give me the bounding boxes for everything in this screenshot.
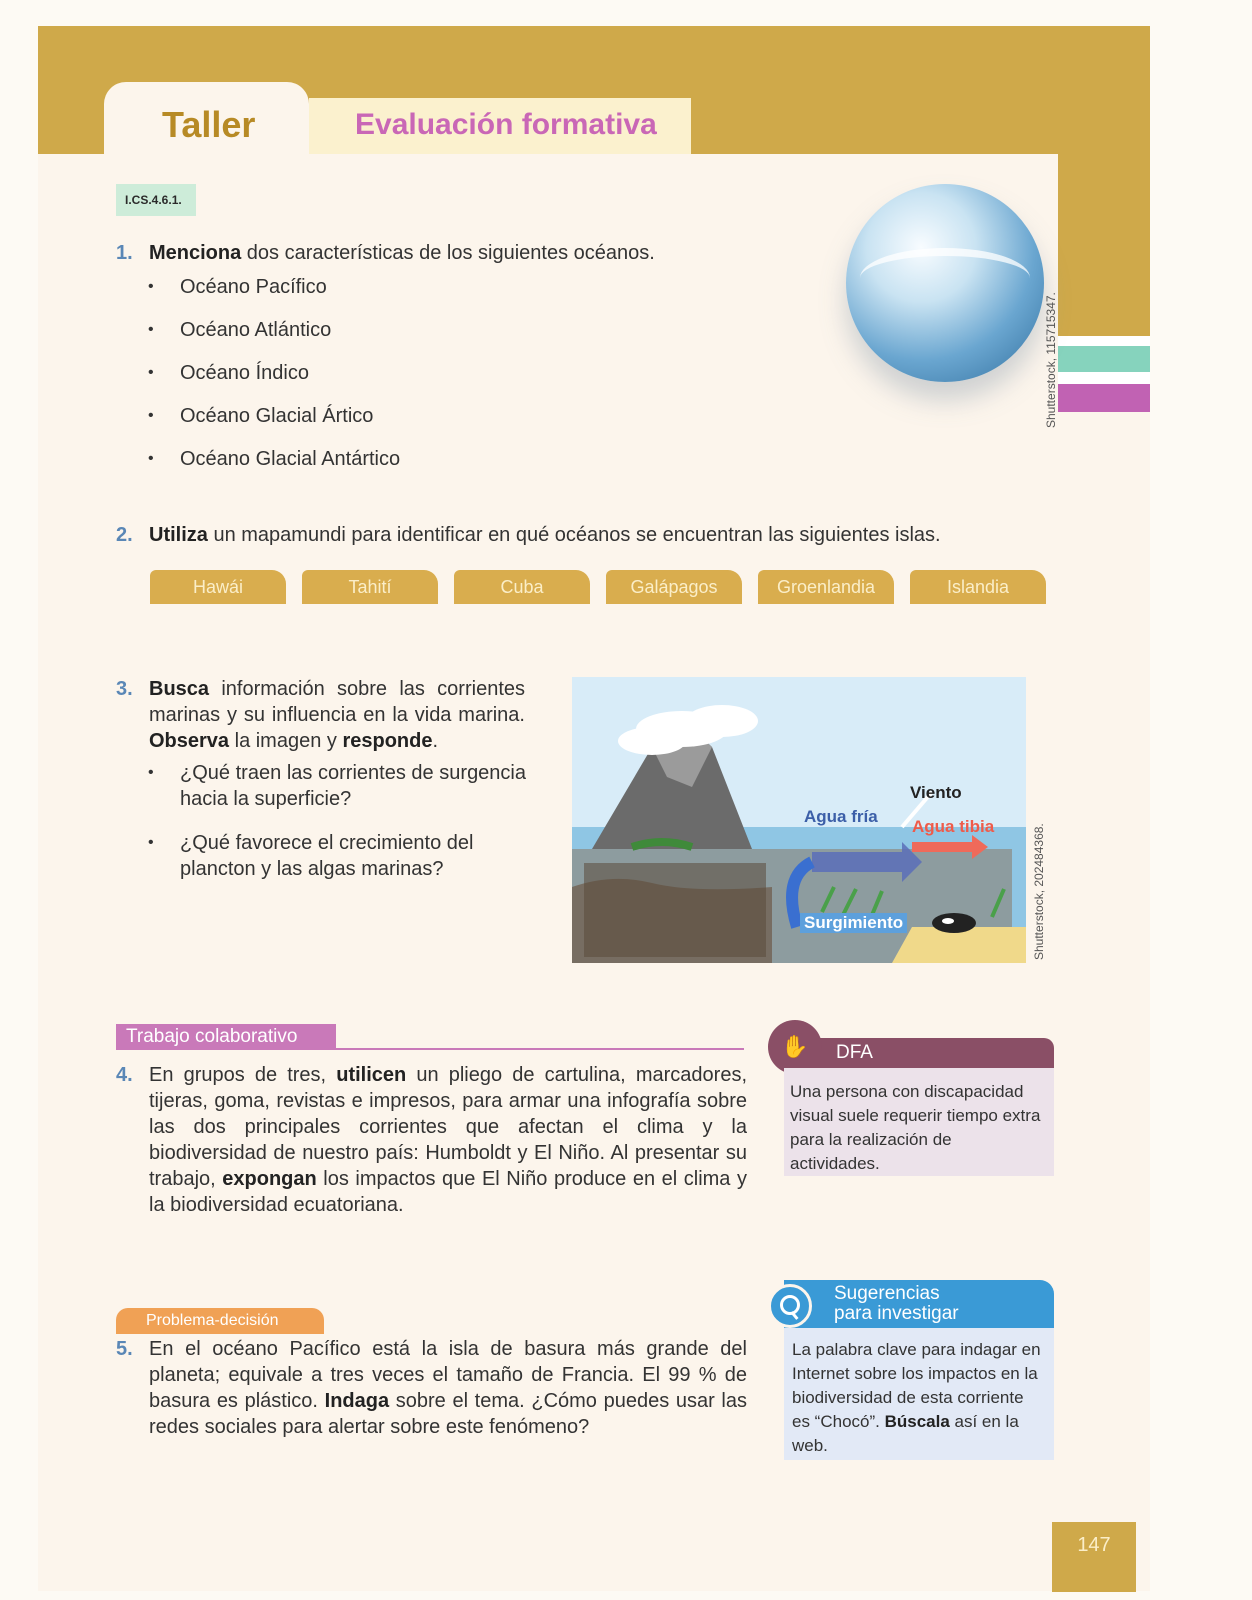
question-body: la imagen y xyxy=(229,730,343,752)
list-item-text: Océano Índico xyxy=(180,362,309,384)
question-text xyxy=(149,1062,747,1218)
section-title: Evaluación formativa xyxy=(355,108,657,141)
question-body: En el océano Pacífico está la isla de basura más grande del planeta; equivale a tres veces el tamaño de Francia. El 99 % de basura es plástico. xyxy=(149,1338,747,1412)
island-chip: Galápagos xyxy=(606,570,742,604)
list-item-text: • ¿Qué favorece el crecimiento del plancton y las algas marinas? xyxy=(180,832,474,880)
collaborative-work-tag: Trabajo colaborativo xyxy=(116,1024,336,1050)
question-verb: expongan xyxy=(222,1168,317,1190)
question-number: 3. xyxy=(116,678,133,700)
island-chip: Cuba xyxy=(454,570,590,604)
cold-water-label: Agua fría xyxy=(804,807,878,826)
suggestions-title-line1: Sugerencias xyxy=(834,1283,940,1304)
question-body: los impactos que El Niño produce en el clima y la biodiversidad ecuatoriana. xyxy=(149,1168,747,1216)
taller-tab xyxy=(104,82,309,157)
question-text xyxy=(149,676,525,754)
question-number: 1. xyxy=(116,242,133,264)
upwelling-label: Surgimiento xyxy=(800,913,907,933)
image-credit: Shutterstock, 115715347. xyxy=(1044,292,1058,428)
question-number: 2. xyxy=(116,524,133,546)
list-item-text: Océano Glacial Ártico xyxy=(180,405,374,427)
island-chip: Hawái xyxy=(150,570,286,604)
question-verb: utilicen xyxy=(336,1064,407,1086)
taller-label: Taller xyxy=(162,104,256,145)
question-2 xyxy=(116,522,1036,550)
question-verb: Menciona xyxy=(149,242,242,264)
dfa-body: Una persona con discapacidad visual suele requerir tiempo extra para la realización de actividades. xyxy=(784,1068,1054,1176)
question-body: un mapamundi para identificar en qué océanos se encuentran las siguientes islas. xyxy=(207,524,941,546)
question-body: sobre el tema. ¿Cómo puedes usar las redes sociales para alertar sobre este fenómeno? xyxy=(149,1390,747,1438)
problem-decision-tag: Problema-decisión xyxy=(116,1308,324,1334)
question-body: En grupos de tres, xyxy=(149,1064,337,1086)
page-number: 147 xyxy=(1052,1522,1136,1592)
wind-label: Viento xyxy=(910,783,962,802)
list-item-text: Océano Glacial Antártico xyxy=(180,448,401,470)
curriculum-code: I.CS.4.6.1. xyxy=(116,184,196,216)
question-body: . xyxy=(432,730,439,752)
question-3 xyxy=(116,676,526,756)
suggestions-title-line2: para investigar xyxy=(834,1303,959,1324)
image-credit: Shutterstock, 202484368. xyxy=(1032,823,1046,960)
question-number: 4. xyxy=(116,1064,133,1086)
list-item-text: Océano Atlántico xyxy=(180,319,332,341)
list-item xyxy=(148,830,526,886)
question-text xyxy=(149,1336,747,1440)
suggestions-body xyxy=(784,1328,1054,1460)
suggestions-verb: Búscala xyxy=(884,1412,950,1431)
question-number: 5. xyxy=(116,1338,133,1360)
suggestions-text: La palabra clave para indagar en Internet sobre los impactos en la biodiversidad de esta corriente es “Chocó”. xyxy=(792,1340,1041,1431)
section-rule xyxy=(336,1048,744,1050)
hands-icon: ✋ xyxy=(768,1020,822,1074)
upwelling-diagram xyxy=(572,677,1026,963)
question-text xyxy=(149,522,941,548)
question-5 xyxy=(116,1336,748,1440)
question-body: dos características de los siguientes océanos. xyxy=(241,242,655,264)
question-verb: Indaga xyxy=(324,1390,390,1412)
question-verb: Observa xyxy=(149,730,230,752)
question-body: un pliego de cartulina, marcadores, tijeras, goma, revistas e impresos, para armar una infografía sobre las dos principales corrientes que afectan el clima y la biodiversidad de nuestro país: Humboldt y El Niño. Al presentar su trabajo, xyxy=(149,1064,748,1190)
warm-water-label: Agua tibia xyxy=(912,817,995,836)
list-item-text: Océano Pacífico xyxy=(180,276,327,298)
globe-wave xyxy=(860,248,1030,308)
section-title-tab xyxy=(309,98,691,154)
dfa-header: DFA xyxy=(784,1038,1054,1068)
suggestions-text: así en la web. xyxy=(792,1412,1019,1455)
question-body: información sobre las corrientes marinas y su influencia en la vida marina. xyxy=(149,678,525,726)
suggestions-header xyxy=(784,1280,1054,1328)
search-icon xyxy=(768,1284,812,1328)
question-4 xyxy=(116,1062,748,1216)
island-chip: Islandia xyxy=(910,570,1046,604)
question-verb: Busca xyxy=(149,678,210,700)
island-chip: Tahití xyxy=(302,570,438,604)
question-verb: Utiliza xyxy=(149,524,208,546)
island-chip: Groenlandia xyxy=(758,570,894,604)
list-item xyxy=(148,760,526,816)
question-1 xyxy=(116,240,816,268)
list-item-text: • ¿Qué traen las corrientes de surgencia hacia la superficie? xyxy=(180,762,526,810)
question-text xyxy=(149,240,655,266)
question-verb: responde xyxy=(342,730,433,752)
